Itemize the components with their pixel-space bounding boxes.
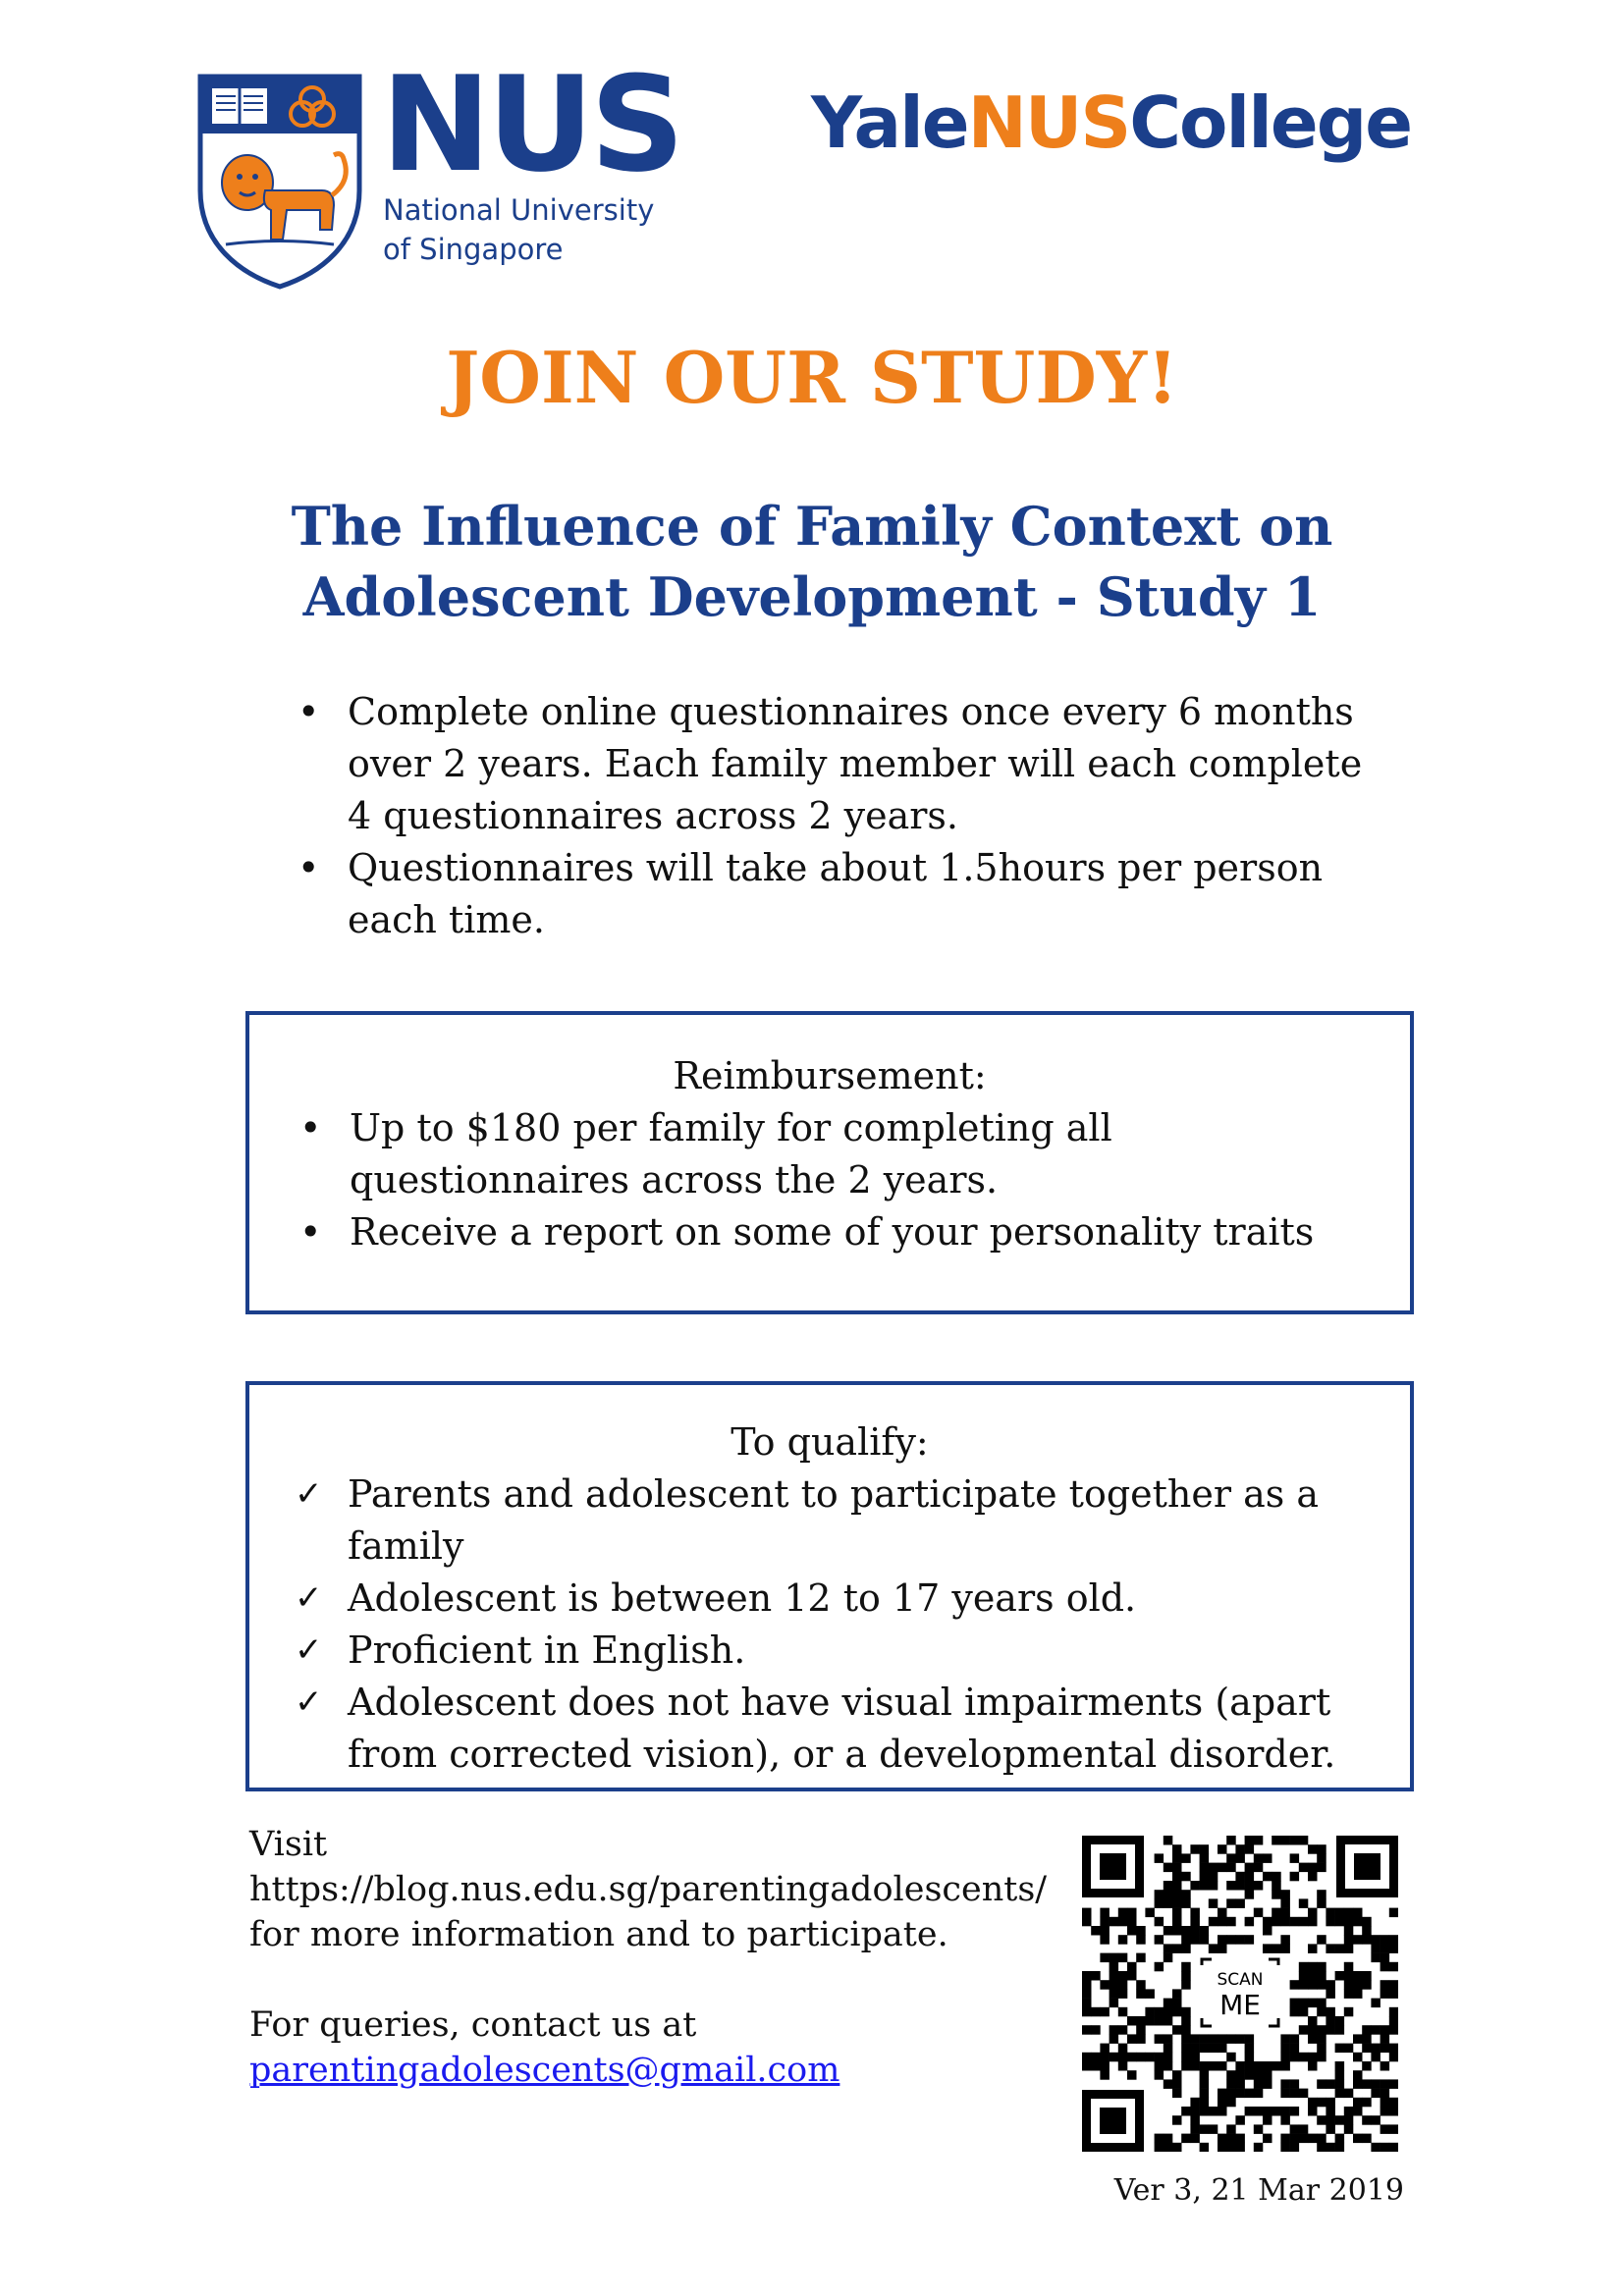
overview-list	[295, 686, 1394, 946]
website-url[interactable]: https://blog.nus.edu.sg/parentingadolescents/	[249, 1870, 1048, 1909]
yale-nus-logo-part3: College	[1129, 81, 1412, 164]
reimbursement-item: • Up to $180 per family for completing all questionnaires across the 2 years.	[297, 1102, 1396, 1206]
nus-wordmark: NUS	[381, 48, 681, 201]
qualify-heading: To qualify:	[731, 1420, 929, 1464]
study-title	[226, 491, 1398, 632]
contact-email-link[interactable]: parentingadolescents@gmail.com	[249, 2051, 840, 2090]
overview-item: • Complete online questionnaires once every 6 months over 2 years. Each family member will each complete 4 questionnaires across 2 years.	[295, 686, 1394, 842]
version-text: Ver 3, 21 Mar 2019	[1113, 2173, 1404, 2208]
study-title-line1: The Influence of Family Context on	[291, 495, 1333, 558]
yale-nus-logo-part2: NUS	[967, 81, 1130, 164]
reimbursement-box	[245, 1011, 1414, 1314]
qualify-item: ✓ Proficient in English.	[295, 1625, 1355, 1677]
more-info-text: for more information and to participate.	[249, 1915, 948, 1954]
qr-code[interactable]	[1082, 1836, 1398, 2152]
qualify-item: ✓ Adolescent does not have visual impairments (apart from corrected vision), or a developmental disorder.	[295, 1677, 1355, 1781]
nus-subtitle-line2: of Singapore	[383, 233, 564, 266]
visit-text: Visit	[249, 1825, 328, 1864]
qualify-item: ✓ Adolescent is between 12 to 17 years old.	[295, 1573, 1355, 1625]
nus-subtitle	[383, 190, 697, 269]
reimbursement-list	[297, 1102, 1396, 1258]
scan-label: SCAN	[1217, 1970, 1264, 1990]
qualify-item: ✓ Parents and adolescent to participate together as a family	[295, 1468, 1355, 1573]
footer-info	[249, 1822, 1074, 2093]
yale-nus-logo-part1: Yale	[811, 81, 968, 164]
qualify-box	[245, 1381, 1414, 1791]
study-title-line2: Adolescent Development - Study 1	[302, 565, 1322, 628]
queries-text: For queries, contact us at	[249, 2005, 697, 2045]
scan-me-label	[1195, 1955, 1285, 2032]
me-label: ME	[1219, 1989, 1261, 2021]
overview-item: • Questionnaires will take about 1.5hours per person each time.	[295, 842, 1394, 946]
nus-logo	[196, 48, 687, 298]
reimbursement-heading: Reimbursement:	[673, 1054, 987, 1097]
nus-subtitle-line1: National University	[383, 193, 655, 227]
reimbursement-item: • Receive a report on some of your personality traits	[297, 1206, 1396, 1258]
nus-crest-icon	[196, 73, 363, 291]
headline: JOIN OUR STUDY!	[446, 336, 1178, 419]
yale-nus-logo	[811, 79, 1411, 167]
qualify-list	[295, 1468, 1355, 1781]
